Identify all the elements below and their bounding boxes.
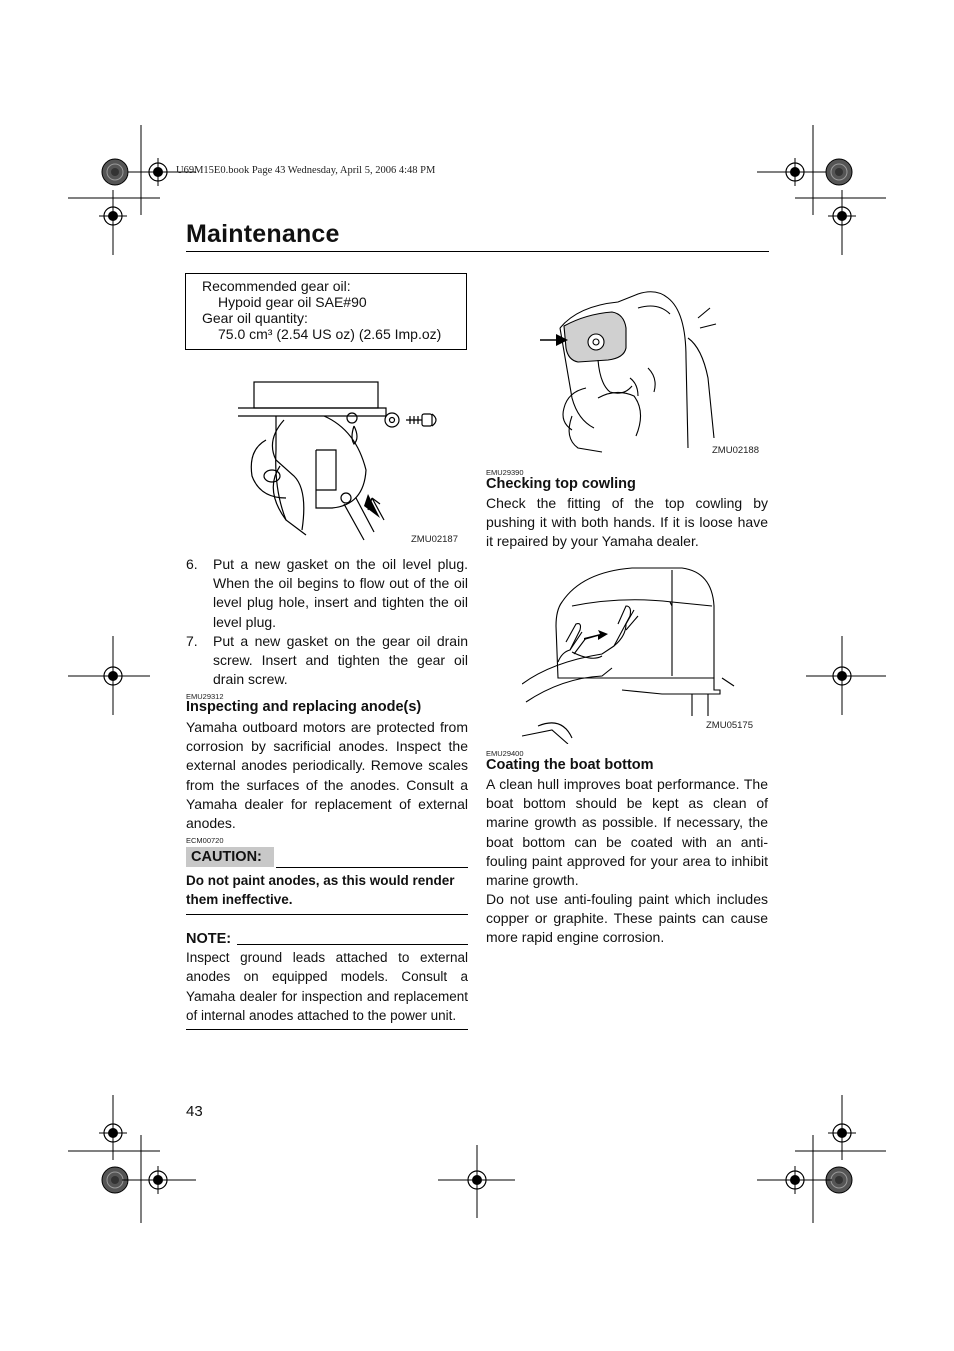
caution-bottom-rule: [186, 914, 468, 915]
cowling-body: Check the fitting of the top cowling by pushing it with both hands. If it is loose have it repaired by your Yamaha dealer.: [486, 495, 768, 550]
gear-oil-spec-box: [185, 273, 467, 350]
cowling-heading: Checking top cowling: [486, 476, 636, 492]
step-number: 6.: [186, 556, 198, 572]
boat-bottom-body-2: Do not use anti-fouling paint which includes copper or graphite. These paints can cause more rapid engine corrosion.: [486, 891, 768, 946]
anodes-heading: Inspecting and replacing anode(s): [186, 699, 422, 715]
anodes-code: EMU29312: [186, 692, 224, 701]
title-rule: [186, 251, 769, 252]
caution-label: CAUTION:: [186, 847, 274, 867]
figure-code-1: ZMU02187: [411, 534, 458, 545]
spec-line-3: Gear oil quantity:: [202, 310, 308, 326]
spec-line-1: Recommended gear oil:: [202, 278, 351, 294]
caution-text: Do not paint anodes, as this would render them ineffective.: [186, 873, 455, 908]
spec-line-4: 75.0 cm³ (2.54 US oz) (2.65 Imp.oz): [218, 326, 442, 342]
caution-code: ECM00720: [186, 836, 224, 845]
step-number: 7.: [186, 633, 198, 649]
print-header: U69M15E0.book Page 43 Wednesday, April 5, 2006 4:48 PM: [176, 165, 436, 176]
note-label: NOTE:: [186, 931, 232, 947]
step-text: Put a new gasket on the oil level plug. When the oil begins to flow out of the oil level plug hole, insert and tighten the oil level plug.: [213, 556, 468, 630]
page-number: 43: [186, 1103, 203, 1120]
figure-code-3: ZMU05175: [706, 720, 753, 731]
anodes-body: Yamaha outboard motors are protected from corrosion by sacrificial anodes. Inspect the external anodes periodically. Remove scales from the surfaces of the anodes. Consult a Yamaha dealer for replacement of external anodes.: [186, 719, 468, 832]
caution-rule: [276, 867, 468, 868]
page-title: Maintenance: [186, 220, 340, 248]
figure-code-2: ZMU02188: [712, 445, 759, 456]
step-text: Put a new gasket on the gear oil drain screw. Insert and tighten the gear oil drain screw.: [213, 633, 468, 688]
boat-bottom-heading: Coating the boat bottom: [486, 757, 654, 773]
boat-bottom-code: EMU29400: [486, 749, 524, 758]
spec-line-2: Hypoid gear oil SAE#90: [218, 294, 367, 310]
boat-bottom-body-1: A clean hull improves boat performance. The boat bottom should be kept as clean of marine growth as possible. If necessary, the boat bottom can be coated with an anti-fouling paint approved for your area to inhibit marine growth.: [486, 776, 768, 889]
note-rule: [237, 944, 468, 945]
figure-gearcase-drain: [236, 380, 470, 542]
figure-pushing-cowling: [522, 566, 736, 744]
figure-cowling-latch: [538, 288, 720, 456]
step-6: [186, 555, 468, 632]
note-text: Inspect ground leads attached to external anodes on equipped models. Consult a Yamaha dealer for inspection and replacement of internal anodes attached to the power unit.: [186, 950, 468, 1024]
note-bottom-rule: [186, 1029, 468, 1030]
cowling-code: EMU29390: [486, 468, 524, 477]
step-7: [186, 632, 468, 690]
